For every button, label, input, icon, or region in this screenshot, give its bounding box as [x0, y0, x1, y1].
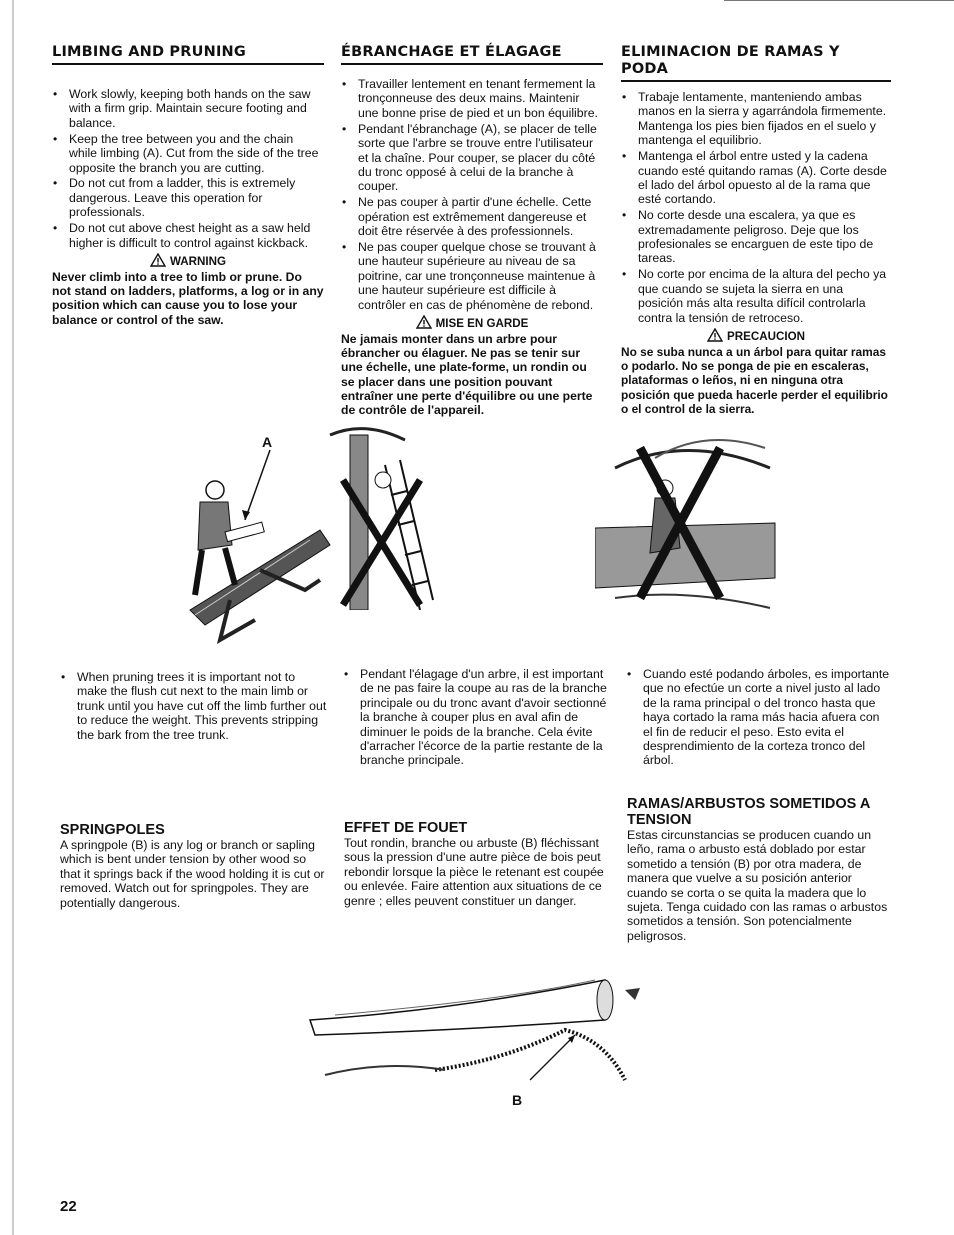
spanish-bullet-list	[621, 90, 891, 325]
springpole-figure-drawing	[305, 970, 700, 1110]
english-springpoles-section	[60, 822, 328, 910]
spanish-springpoles-heading: RAMAS/ARBUSTOS SOMETIDOS A TENSION	[627, 796, 870, 828]
list-item: • Work slowly, keeping both hands on the saw with a firm grip. Maintain secure footing and balance.	[52, 87, 324, 130]
list-item: • Do not cut from a ladder, this is extremely dangerous. Leave this operation for professionals.	[52, 176, 324, 219]
list-item: • Cuando esté podando árboles, es importante que no efectúe un corte a nivel justo al lado de la rama principal o del tronco hasta que haya cortado la rama más hacia afuera con el fin de reducir el peso. Esto evita el desprendimiento de la corteza tronco del árbol.	[626, 667, 892, 768]
scan-binding-edge	[12, 0, 14, 1235]
french-column	[341, 44, 603, 417]
spanish-warning-label: PRECAUCION	[727, 330, 805, 343]
list-item: • Mantenga el árbol entre usted y la cadena cuando esté quitando ramas (A). Corte desde el lado del árbol opuesto al de la rama que esté cortando.	[621, 149, 891, 207]
limbing-figure-drawing	[170, 420, 340, 650]
english-springpoles-heading: SPRINGPOLES	[60, 822, 165, 838]
french-warning-header	[341, 315, 603, 331]
french-heading: ÉBRANCHAGE ET ÉLAGAGE	[341, 44, 562, 60]
list-item: • Trabaje lentamente, manteniendo ambas manos en la sierra y agarrándola firmemente. Mantenga los pies bien fijados en el suelo y mantenga el equilibrio.	[621, 90, 891, 148]
warning-triangle-icon	[707, 328, 723, 342]
limbing-illustration	[170, 420, 340, 650]
spanish-warning-text: No se suba nunca a un árbol para quitar ramas o podarlo. No se ponga de pie en escaleras, plataformas o leños, ni en ninguna otra posición que pueda hacerle perder el equilibrio o el control de la sierra.	[621, 345, 888, 416]
ladder-figure-drawing	[325, 425, 435, 610]
english-heading: LIMBING AND PRUNING	[52, 44, 246, 60]
warning-triangle-icon	[416, 315, 432, 329]
list-item: • No corte por encima de la altura del pecho ya que cuando se sujeta la sierra en una posición más alta resulta difícil controlarla contra la tensión de retroceso.	[621, 267, 891, 325]
english-column	[52, 44, 324, 327]
french-pruning-note	[343, 667, 609, 769]
figure-label-a: A	[262, 434, 273, 450]
english-warning-label: WARNING	[169, 254, 227, 268]
spanish-warning-header	[621, 328, 891, 344]
spanish-heading: ELIMINACION DE RAMAS Y PODA	[621, 44, 840, 77]
list-item: • No corte desde una escalera, ya que es extremadamente peligroso. Deje que los profesionales se encarguen de este tipo de tareas.	[621, 208, 891, 266]
french-warning-label: MISE EN GARDE	[435, 317, 529, 330]
list-item: • Do not cut above chest height as a saw held higher is difficult to control against kickback.	[52, 221, 324, 250]
springpole-illustration	[305, 970, 700, 1110]
page-number: 22	[60, 1198, 77, 1215]
list-item: • Ne pas couper à partir d'une échelle. Cette opération est extrêmement dangereuse et doit être réservée à des professionnels.	[341, 195, 603, 238]
spanish-springpoles-section	[627, 796, 895, 943]
log-standing-prohibited-illustration	[595, 428, 780, 623]
ladder-prohibited-illustration	[325, 425, 435, 610]
english-bullet-list	[52, 87, 324, 250]
list-item: • Pendant l'élagage d'un arbre, il est important de ne pas faire la coupe au ras de la branche principale ou du tronc avant d'avoir sectionné la branche à couper plus en aval afin de diminuer le poids de la branche. Cela évite d'arracher l'écorce de la partie restante de la branche principale.	[343, 667, 609, 768]
french-springpoles-text: Tout rondin, branche ou arbuste (B) fléchissant sous la pression d'une autre pièce de bois peut rebondir lorsque la pièce le retenant est coupée ou enlevée. Faire attention aux situations de ce genre ; elles peuvent constituer un danger.	[344, 836, 604, 908]
list-item: • Keep the tree between you and the chain while limbing (A). Cut from the side of the tree opposite the branch you are cutting.	[52, 132, 324, 175]
english-springpoles-text: A springpole (B) is any log or branch or sapling which is bent under tension by other wood so that it springs back if the wood holding it is cut or removed. Watch out for springpoles. They are potentially dangerous.	[60, 838, 325, 910]
english-heading-rule	[52, 63, 324, 65]
warning-triangle-icon	[150, 253, 166, 267]
french-bullet-list	[341, 77, 603, 312]
list-item: • When pruning trees it is important not to make the flush cut next to the main limb or trunk until you have cut off the limb further out to reduce the weight. This prevents stripping the bark from the tree trunk.	[60, 670, 328, 742]
spanish-springpoles-text: Estas circunstancias se producen cuando un leño, rama o arbusto está doblado por estar sometido a tensión (B) por otra madera, de manera que vuelve a su posición anterior cuando se corta o se quita la madera que lo sujeta. Tenga cuidado con las ramas o arbustos sometidos a tensión. Son potencialmente peligrosos.	[627, 828, 888, 943]
english-warning-text: Never climb into a tree to limb or prune. Do not stand on ladders, platforms, a log or in any position which can cause you to lose your balance or control of the saw.	[52, 269, 324, 327]
french-springpoles-section	[344, 820, 612, 908]
list-item: • Ne pas couper quelque chose se trouvant à une hauteur supérieure au niveau de sa poitrine, car une tronçonneuse maintenue à une hauteur supérieure est difficile à contrôler en cas de phénomène de rebond.	[341, 240, 603, 312]
spanish-pruning-note	[626, 667, 892, 769]
french-warning-text: Ne jamais monter dans un arbre pour ébrancher ou élaguer. Ne pas se tenir sur une échelle, une plate-forme, un rondin ou se placer dans une position pouvant entraîner une perte d'équilibre ou une perte de contrôle de l'appareil.	[341, 332, 593, 418]
list-item: • Pendant l'ébranchage (A), se placer de telle sorte que l'arbre se trouve entre l'utilisateur et la chaîne. Pour couper, se placer du côté du tronc opposé à celui de la branche à couper.	[341, 122, 603, 194]
spanish-column	[621, 44, 891, 416]
figure-label-b: B	[512, 1092, 523, 1108]
log-figure-drawing	[595, 428, 780, 623]
english-pruning-note	[60, 670, 328, 744]
english-warning-header	[52, 253, 324, 269]
french-heading-rule	[341, 63, 603, 65]
list-item: • Travailler lentement en tenant fermement la tronçonneuse des deux mains. Maintenir une bonne prise de pied et un bon équilibre.	[341, 77, 603, 120]
french-springpoles-heading: EFFET DE FOUET	[344, 820, 468, 836]
spanish-heading-rule	[621, 80, 891, 82]
page-top-rule	[724, 0, 954, 1]
